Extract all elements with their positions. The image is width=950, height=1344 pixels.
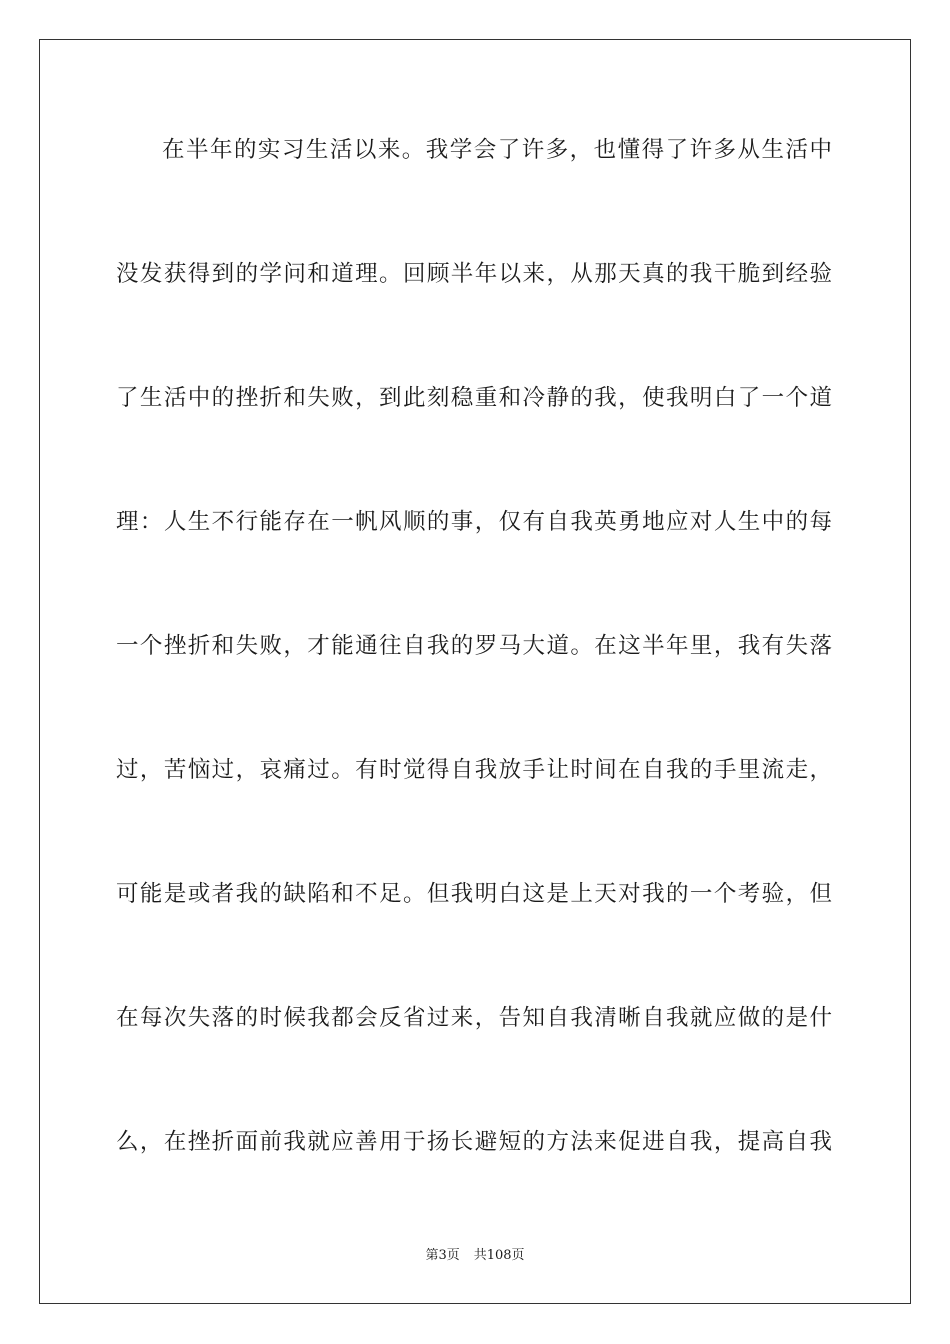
page-border (39, 39, 911, 1304)
page-footer (0, 1247, 950, 1265)
total-pages: 共108页 (473, 1248, 525, 1263)
body-line-1: 在半年的实习生活以来。我学会了许多，也懂得了许多从生活中 (162, 137, 832, 163)
body-line-7: 可能是或者我的缺陷和不足。但我明白这是上天对我的一个考验，但 (116, 881, 832, 907)
body-line-4: 理：人生不行能存在一帆风顺的事，仅有自我英勇地应对人生中的每 (116, 509, 832, 535)
body-line-8: 在每次失落的时候我都会反省过来，告知自我清晰自我就应做的是什 (116, 1005, 832, 1031)
body-line-3: 了生活中的挫折和失败，到此刻稳重和冷静的我，使我明白了一个道 (116, 385, 832, 411)
body-line-6: 过，苦恼过，哀痛过。有时觉得自我放手让时间在自我的手里流走， (116, 757, 832, 783)
page-number: 第3页 (425, 1248, 460, 1263)
body-line-2: 没发获得到的学问和道理。回顾半年以来，从那天真的我干脆到经验 (116, 261, 832, 287)
body-line-5: 一个挫折和失败，才能通往自我的罗马大道。在这半年里，我有失落 (116, 633, 832, 659)
body-line-9: 么，在挫折面前我就应善用于扬长避短的方法来促进自我，提高自我 (116, 1129, 832, 1155)
